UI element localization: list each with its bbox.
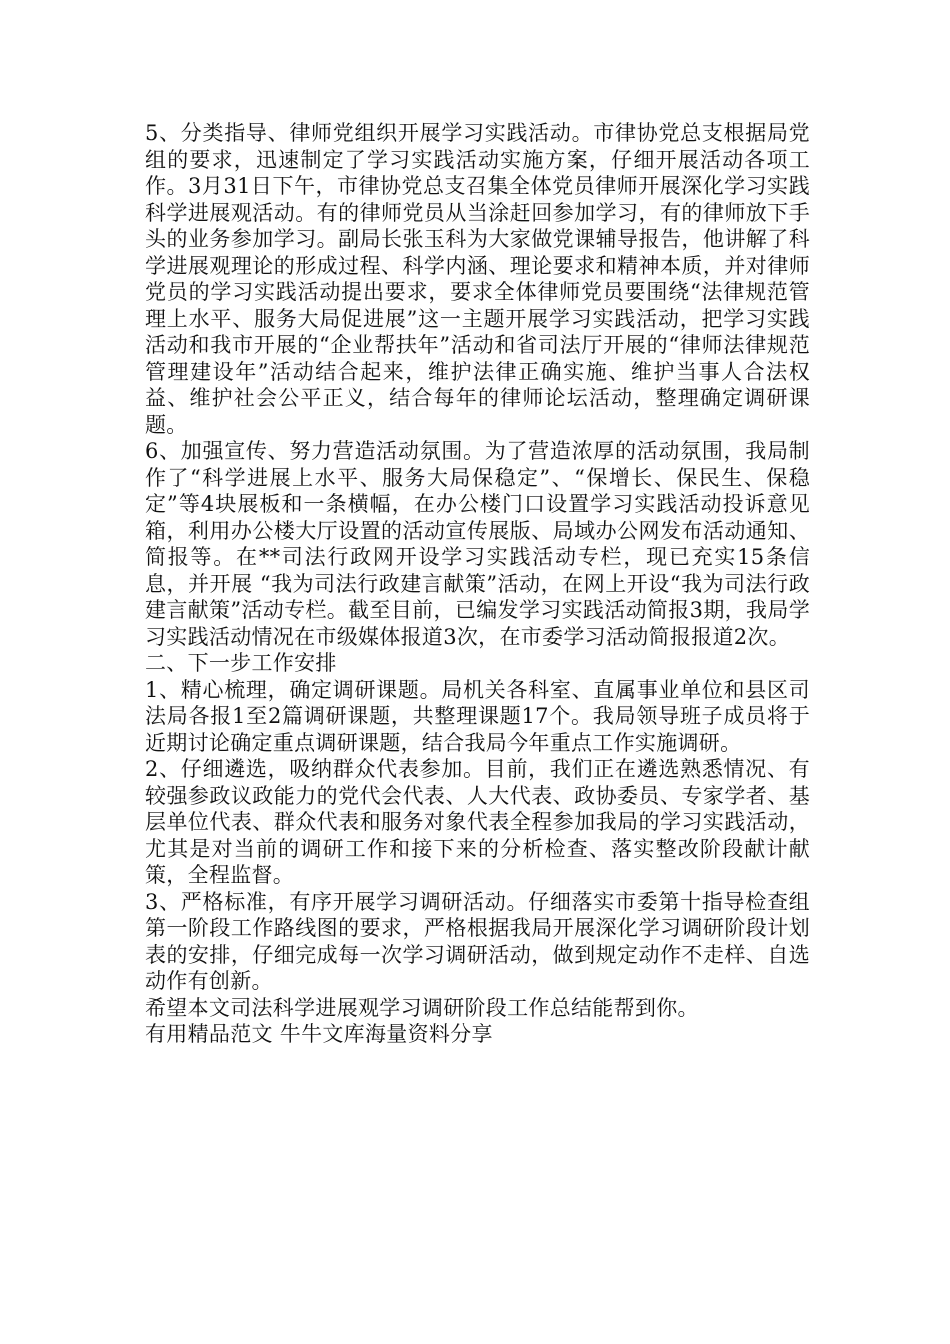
paragraph-item-6: 6、加强宣传、努力营造活动氛围。为了营造浓厚的活动氛围，我局制作了“科学进展上水平、服务大局保稳定”、“保增长、保民生、保稳定”等4块展板和一条横幅，在办公楼门口设置学习实践活动投诉意见箱，利用办公楼大厅设置的活动宣传展版、局域办公网发布活动通知、简报等。在**司法行政网开设学习实践活动专栏，现已充实15条信息，并开展 “我为司法行政建言献策”活动，在网上开设“我为司法行政建言献策”活动专栏。截至目前，已编发学习实践活动简报3期，我局学习实践活动情况在市级媒体报道3次，在市委学习活动简报报道2次。 (145, 439, 810, 649)
paragraph-next-step-3: 3、严格标准，有序开展学习调研活动。仔细落实市委第十指导检查组第一阶段工作路线图的要求，严格根据我局开展深化学习调研阶段计划表的安排，仔细完成每一次学习调研活动，做到规定动作不走样、自选动作有创新。 (145, 889, 810, 993)
closing-note: 希望本文司法科学进展观学习调研阶段工作总结能帮到你。 (145, 995, 699, 1020)
section-heading-next-steps: 二、下一步工作安排 (145, 651, 337, 675)
footer-tagline: 有用精品范文 牛牛文库海量资料分享 (145, 1022, 493, 1046)
document-body (145, 120, 810, 1048)
paragraph-next-step-2: 2、仔细遴选，吸纳群众代表参加。目前，我们正在遴选熟悉情况、有较强参政议政能力的党代会代表、人大代表、政协委员、专家学者、基层单位代表、群众代表和服务对象代表全程参加我局的学习实践活动，尤其是对当前的调研工作和接下来的分析检查、落实整改阶段献计献策，全程监督。 (145, 757, 810, 887)
paragraph-item-5: 5、分类指导、律师党组织开展学习实践活动。市律协党总支根据局党组的要求，迅速制定了学习实践活动实施方案，仔细开展活动各项工作。3月31日下午，市律协党总支召集全体党员律师开展深化学习实践科学进展观活动。有的律师党员从当涂赶回参加学习，有的律师放下手头的业务参加学习。副局长张玉科为大家做党课辅导报告，他讲解了科学进展观理论的形成过程、科学内涵、理论要求和精神本质，并对律师党员的学习实践活动提出要求，要求全体律师党员要围绕“法律规范管理上水平、服务大局促进展”这一主题开展学习实践活动，把学习实践活动和我市开展的“企业帮扶年”活动和省司法厅开展的“律师法律规范管理建设年”活动结合起来，维护法律正确实施、维护当事人合法权益、维护社会公平正义，结合每年的律师论坛活动，整理确定调研课题。 (145, 121, 810, 437)
paragraph-next-step-1: 1、精心梳理，确定调研课题。局机关各科室、直属事业单位和县区司法局各报1至2篇调研课题，共整理课题17个。我局领导班子成员将于近期讨论确定重点调研课题，结合我局今年重点工作实施调研。 (145, 677, 810, 755)
